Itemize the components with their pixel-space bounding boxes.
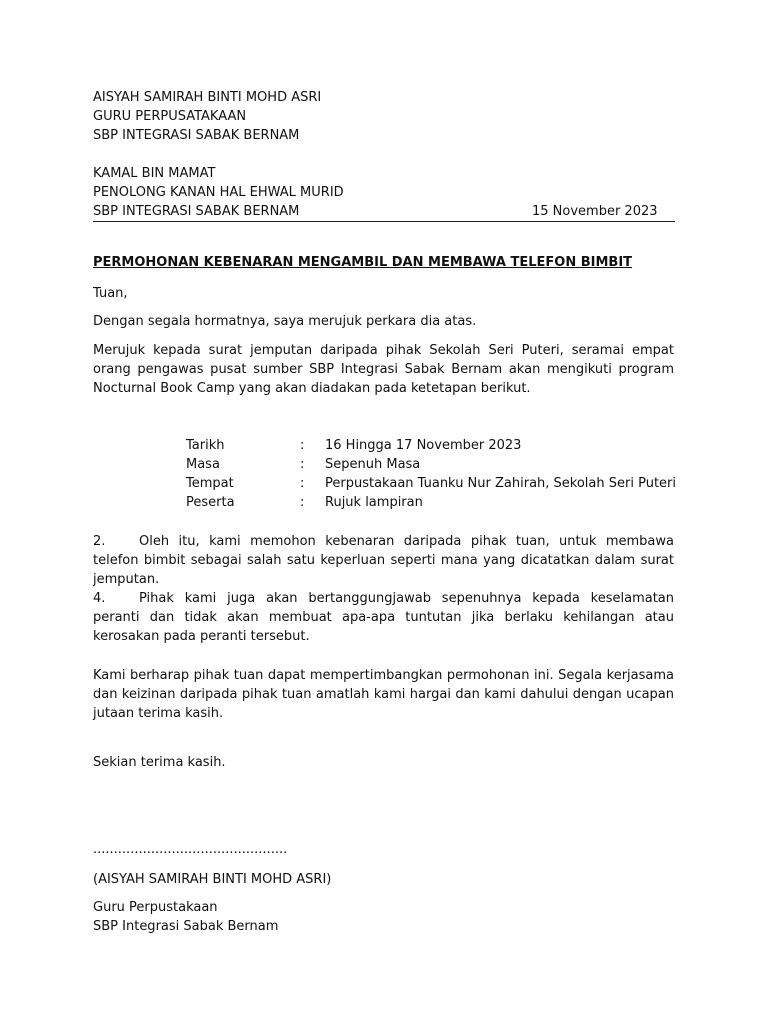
- detail-label: Peserta: [186, 495, 235, 510]
- paragraph-3: [93, 532, 674, 589]
- paragraph-4-text: Pihak kami juga akan bertanggungjawab sepenuhnya kepada keselamatan peranti dan tidak akan membuat apa-apa tuntutan jika berlaku kehilangan atau kerosakan pada peranti tersebut.: [93, 591, 674, 644]
- paragraph-4: [93, 589, 674, 646]
- paragraph-1: Dengan segala hormatnya, saya merujuk perkara dia atas.: [93, 314, 477, 329]
- sender-address: [93, 88, 674, 145]
- detail-label: Tempat: [186, 476, 234, 491]
- recipient-position: PENOLONG KANAN HAL EHWAL MURID: [93, 185, 344, 200]
- salutation: Tuan,: [93, 286, 128, 301]
- detail-colon: :: [300, 457, 305, 472]
- paragraph-number: 2.: [93, 534, 106, 549]
- detail-colon: :: [300, 476, 305, 491]
- signature-line: ...............................................: [93, 842, 288, 857]
- sender-name: AISYAH SAMIRAH BINTI MOHD ASRI: [93, 90, 322, 105]
- detail-colon: :: [300, 495, 305, 510]
- signatory-school: SBP Integrasi Sabak Bernam: [93, 919, 279, 934]
- signatory-name: (AISYAH SAMIRAH BINTI MOHD ASRI): [93, 872, 332, 887]
- recipient-school: SBP INTEGRASI SABAK BERNAM: [93, 204, 300, 219]
- detail-label: Masa: [186, 457, 220, 472]
- letter-subject: PERMOHONAN KEBENARAN MENGAMBIL DAN MEMBAWA TELEFON BIMBIT: [93, 255, 633, 270]
- paragraph-5: Kami berharap pihak tuan dapat mempertimbangkan permohonan ini. Segala kerjasama dan keizinan daripada pihak tuan amatlah kami hargai dan kami dahului dengan ucapan jutaan terima kasih.: [93, 668, 674, 721]
- letter-date: 15 November 2023: [532, 204, 658, 219]
- detail-value: Rujuk lampiran: [325, 495, 423, 510]
- signatory-position: Guru Perpustakaan: [93, 900, 218, 915]
- detail-colon: :: [300, 438, 305, 453]
- detail-value: Sepenuh Masa: [325, 457, 421, 472]
- closing-line: Sekian terima kasih.: [93, 755, 226, 770]
- signatory-details: [93, 898, 674, 936]
- recipient-name: KAMAL BIN MAMAT: [93, 166, 216, 181]
- detail-value: 16 Hingga 17 November 2023: [325, 438, 522, 453]
- sender-position: GURU PERPUSATAKAAN: [93, 109, 247, 124]
- sender-school: SBP INTEGRASI SABAK BERNAM: [93, 128, 300, 143]
- paragraph-2: Merujuk kepada surat jemputan daripada pihak Sekolah Seri Puteri, seramai empat orang pengawas pusat sumber SBP Integrasi Sabak Bernam akan mengikuti program Nocturnal Book Camp yang akan diadakan pada ketetapan berikut.: [93, 343, 674, 396]
- detail-value: Perpustakaan Tuanku Nur Zahirah, Sekolah Seri Puteri: [325, 476, 676, 491]
- address-divider: [93, 221, 675, 222]
- detail-label: Tarikh: [186, 438, 225, 453]
- paragraph-3-text: Oleh itu, kami memohon kebenaran daripada pihak tuan, untuk membawa telefon bimbit sebagai salah satu keperluan seperti mana yang dicatatkan dalam surat jemputan.: [93, 534, 674, 587]
- paragraph-number: 4.: [93, 591, 106, 606]
